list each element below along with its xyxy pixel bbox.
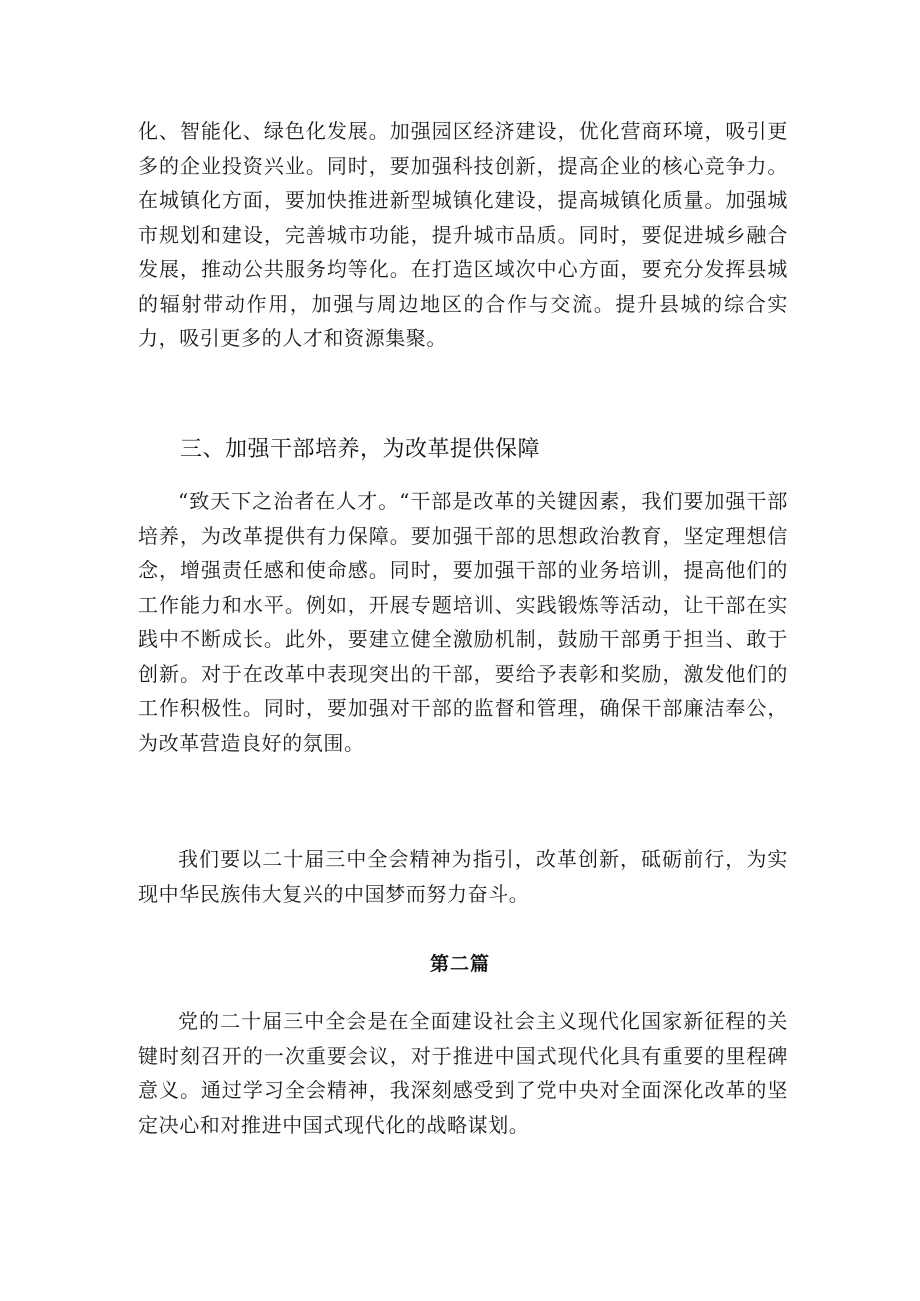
section-title-part-two: 第二篇 <box>429 953 490 975</box>
section-heading-three: 三、加强干部培养，为改革提供保障 <box>180 437 541 462</box>
paragraph-cadre-training: “致天下之治者在人才。“干部是改革的关键因素，我们要加强干部培养，为改革提供有力保障。要加强干部的思想政治教育，坚定理想信念，增强责任感和使命感。同时，要加强干部的业务培训，提高他们的工作能力和水平。例如，开展专题培训、实践锻炼等活动，让干部在实践中不断成长。此外，要建立健全激励机制，鼓励干部勇于担当、敢于创新。对于在改革中表现突出的干部，要给予表彰和奖励，激发他们的工作积极性。同时，要加强对干部的监督和管理，确保干部廉洁奉公，为改革营造良好的氛围。 <box>138 489 788 755</box>
paragraph-continuation: 化、智能化、绿色化发展。加强园区经济建设，优化营商环境，吸引更多的企业投资兴业。同时，要加强科技创新，提高企业的核心竞争力。在城镇化方面，要加快推进新型城镇化建设，提高城镇化质量。加强城市规划和建设，完善城市功能，提升城市品质。同时，要促进城乡融合发展，推动公共服务均等化。在打造区域次中心方面，要充分发挥县城的辐射带动作用，加强与周边地区的合作与交流。提升县城的综合实力，吸引更多的人才和资源集聚。 <box>138 119 788 350</box>
paragraph-part-two-intro: 党的二十届三中全会是在全面建设社会主义现代化国家新征程的关键时刻召开的一次重要会议，对于推进中国式现代化具有重要的里程碑意义。通过学习全会精神，我深刻感受到了党中央对全面深化改革的坚定决心和对推进中国式现代化的战略谋划。 <box>138 1009 788 1137</box>
paragraph-conclusion: 我们要以二十届三中全会精神为指引，改革创新，砥砺前行，为实现中华民族伟大复兴的中国梦而努力奋斗。 <box>138 847 788 906</box>
